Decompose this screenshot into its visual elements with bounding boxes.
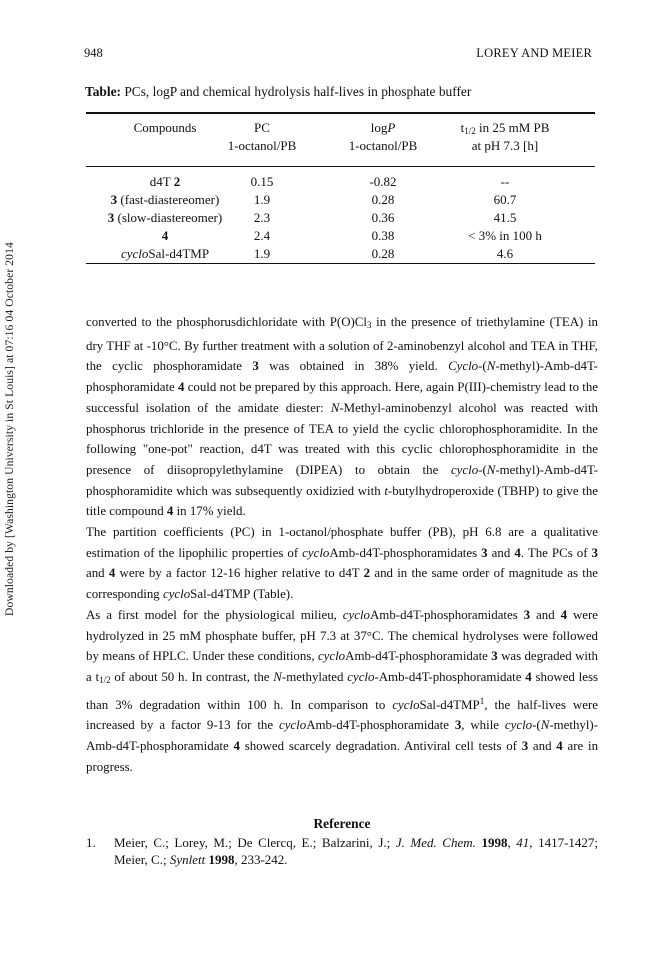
row-pc: 2.4 <box>253 228 271 243</box>
row-logp: 0.28 <box>371 246 395 261</box>
table-caption-text: PCs, logP and chemical hydrolysis half-lives in phosphate buffer <box>124 84 472 99</box>
row-logp: -0.82 <box>369 174 397 189</box>
row-compound: cycloSal-d4TMP <box>120 246 210 261</box>
body-text <box>86 312 598 777</box>
table-bottom-rule <box>86 263 595 264</box>
table-caption-label: Table: <box>85 84 121 99</box>
paragraph: converted to the phosphorusdichloridate with $P(O)Cl_3$ in the presence of triethylamine (TEA) in dry THF at -10°C. By further treatment with a solution of 2-aminobenzyl alcohol and TEA in THF, the cyclic phosphoramidate 3 was obtained in 38% yield. Cyclo-(N-methyl)-Amb-d4T-phosphoramidate 4 could not be prepared by this approach. Here, again P(III)-chemistry lead to the successful isolation of the amidate diester: N-Methyl-aminobenzyl alcohol was reacted with phosphorus trichloride in the presence of TEA to yield the cyclic chlorophosphoramidite. In the following "one-pot" reaction, d4T was treated with this cyclic chlorophosphoramidite in the presence of diisopropylethylamine (DIPEA) to obtain the cyclo-(N-methyl)-Amb-d4T-phosphoramidite which was subsequently oxidizied with t-butylhydroperoxide (TBHP) to give the title compound 4 in 17% yield. <box>86 315 598 519</box>
header-pc-sub: 1-octanol/PB <box>227 138 297 153</box>
header-logp: logP <box>370 120 396 135</box>
reference-text: Meier, C.; Lorey, M.; De Clercq, E.; Balzarini, J.; J. Med. Chem. 1998, 41, 1417-1427; Meier, C.; Synlett 1998, 233-242. <box>114 835 599 867</box>
row-halflife: 41.5 <box>493 210 517 225</box>
row-compound: 4 <box>161 228 169 243</box>
paragraph: The partition coefficients (PC) in 1-octanol/phosphate buffer (PB), pH 6.8 are a qualitative estimation of the lipophilic properties of cycloAmb-d4T-phosphoramidates 3 and 4. The PCs of 3 and 4 were by a factor 12-16 higher relative to d4T 2 and in the same order of magnitude as the corresponding cycloSal-d4TMP (Table). <box>86 525 598 602</box>
page-number: 948 <box>84 46 103 60</box>
running-header: LOREY AND MEIER <box>476 46 592 60</box>
table-caption <box>85 84 471 100</box>
row-halflife: < 3% in 100 h <box>468 228 542 243</box>
header-halflife-sub: at pH 7.3 [h] <box>471 138 539 153</box>
header-halflife: $t_{1/2}$ in 25 mM PB <box>460 120 550 136</box>
header-compounds: Compounds <box>133 120 197 135</box>
reference-number: 1. <box>86 835 96 850</box>
table-header-rule <box>86 166 595 167</box>
row-compound: d4T 2 <box>149 174 181 189</box>
row-pc: 1.9 <box>253 246 271 261</box>
row-halflife: 60.7 <box>493 192 517 207</box>
row-compound: 3 (slow-diastereomer) <box>107 210 223 225</box>
table-top-rule <box>86 112 595 114</box>
row-pc: 0.15 <box>250 174 274 189</box>
row-pc: 1.9 <box>253 192 271 207</box>
download-watermark-text: Downloaded by [Washington University in St Louis] at 07:16 04 October 2014 <box>3 242 16 616</box>
row-halflife: 4.6 <box>496 246 514 261</box>
row-logp: 0.36 <box>371 210 395 225</box>
reference-heading: Reference <box>313 816 371 831</box>
row-pc: 2.3 <box>253 210 271 225</box>
header-logp-sub: 1-octanol/PB <box>348 138 418 153</box>
paragraph: As a first model for the physiological milieu, cycloAmb-d4T-phosphoramidates 3 and 4 were hydrolyzed in 25 mM phosphate buffer, pH 7.3 at 37°C. The chemical hydrolyses were followed by means of HPLC. Under these conditions, cycloAmb-d4T-phosphoramidate 3 was degraded with a $t_{1/2}$ of about 50 h. In contrast, the N-methylated cyclo-Amb-d4T-phosphoramidate 4 showed less than 3% degradation within 100 h. In comparison to cycloSal-d4TMP$^1$, the half-lives were increased by a factor 9-13 for the cycloAmb-d4T-phosphoramidate 3, while cyclo-(N-methyl)-Amb-d4T-phosphoramidate 4 showed scarcely degradation. Antiviral cell tests of 3 and 4 are in progress. <box>86 607 599 774</box>
row-compound: 3 (fast-diastereomer) <box>110 192 220 207</box>
row-logp: 0.28 <box>371 192 395 207</box>
header-pc: PC <box>254 120 270 135</box>
row-halflife: -- <box>500 174 510 189</box>
row-logp: 0.38 <box>371 228 395 243</box>
